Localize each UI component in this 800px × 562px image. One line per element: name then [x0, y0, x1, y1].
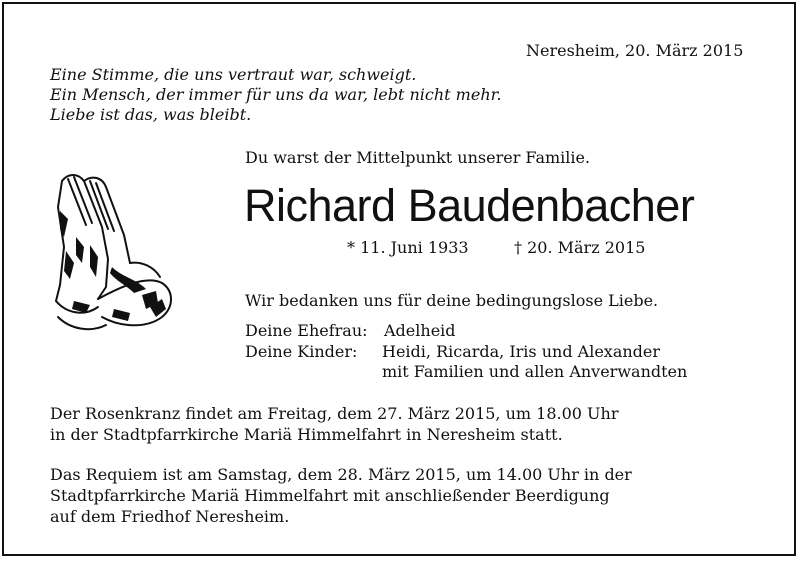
relatives-line: mit Familien und allen Anverwandten — [382, 362, 688, 381]
wife-name: Adelheid — [384, 321, 456, 340]
children-label: Deine Kinder: — [245, 342, 358, 361]
requiem-line: Stadtpfarrkirche Mariä Himmelfahrt mit anschließender Beerdigung — [50, 486, 610, 505]
obituary-notice — [2, 2, 796, 556]
poem-line: Liebe ist das, was bleibt. — [50, 105, 252, 124]
place-date: Neresheim, 20. März 2015 — [526, 41, 744, 60]
requiem-line: auf dem Friedhof Neresheim. — [50, 507, 290, 526]
death-date: † 20. März 2015 — [514, 238, 646, 257]
deceased-name: Richard Baudenbacher — [244, 180, 695, 231]
praying-hands-icon — [50, 167, 180, 337]
wife-label: Deine Ehefrau: — [245, 321, 368, 340]
poem-line: Eine Stimme, die uns vertraut war, schweigt. — [50, 65, 417, 84]
rosary-line: in der Stadtpfarrkirche Mariä Himmelfahrt in Neresheim statt. — [50, 425, 563, 444]
rosary-line: Der Rosenkranz findet am Freitag, dem 27. März 2015, um 18.00 Uhr — [50, 404, 619, 423]
children-names: Heidi, Ricarda, Iris und Alexander — [382, 342, 661, 361]
requiem-line: Das Requiem ist am Samstag, dem 28. März 2015, um 14.00 Uhr in der — [50, 465, 632, 484]
birth-date: * 11. Juni 1933 — [347, 238, 469, 257]
poem-line: Ein Mensch, der immer für uns da war, lebt nicht mehr. — [50, 85, 502, 104]
thanks-line: Wir bedanken uns für deine bedingungslose Liebe. — [245, 291, 659, 310]
tagline: Du warst der Mittelpunkt unserer Familie. — [245, 148, 591, 167]
